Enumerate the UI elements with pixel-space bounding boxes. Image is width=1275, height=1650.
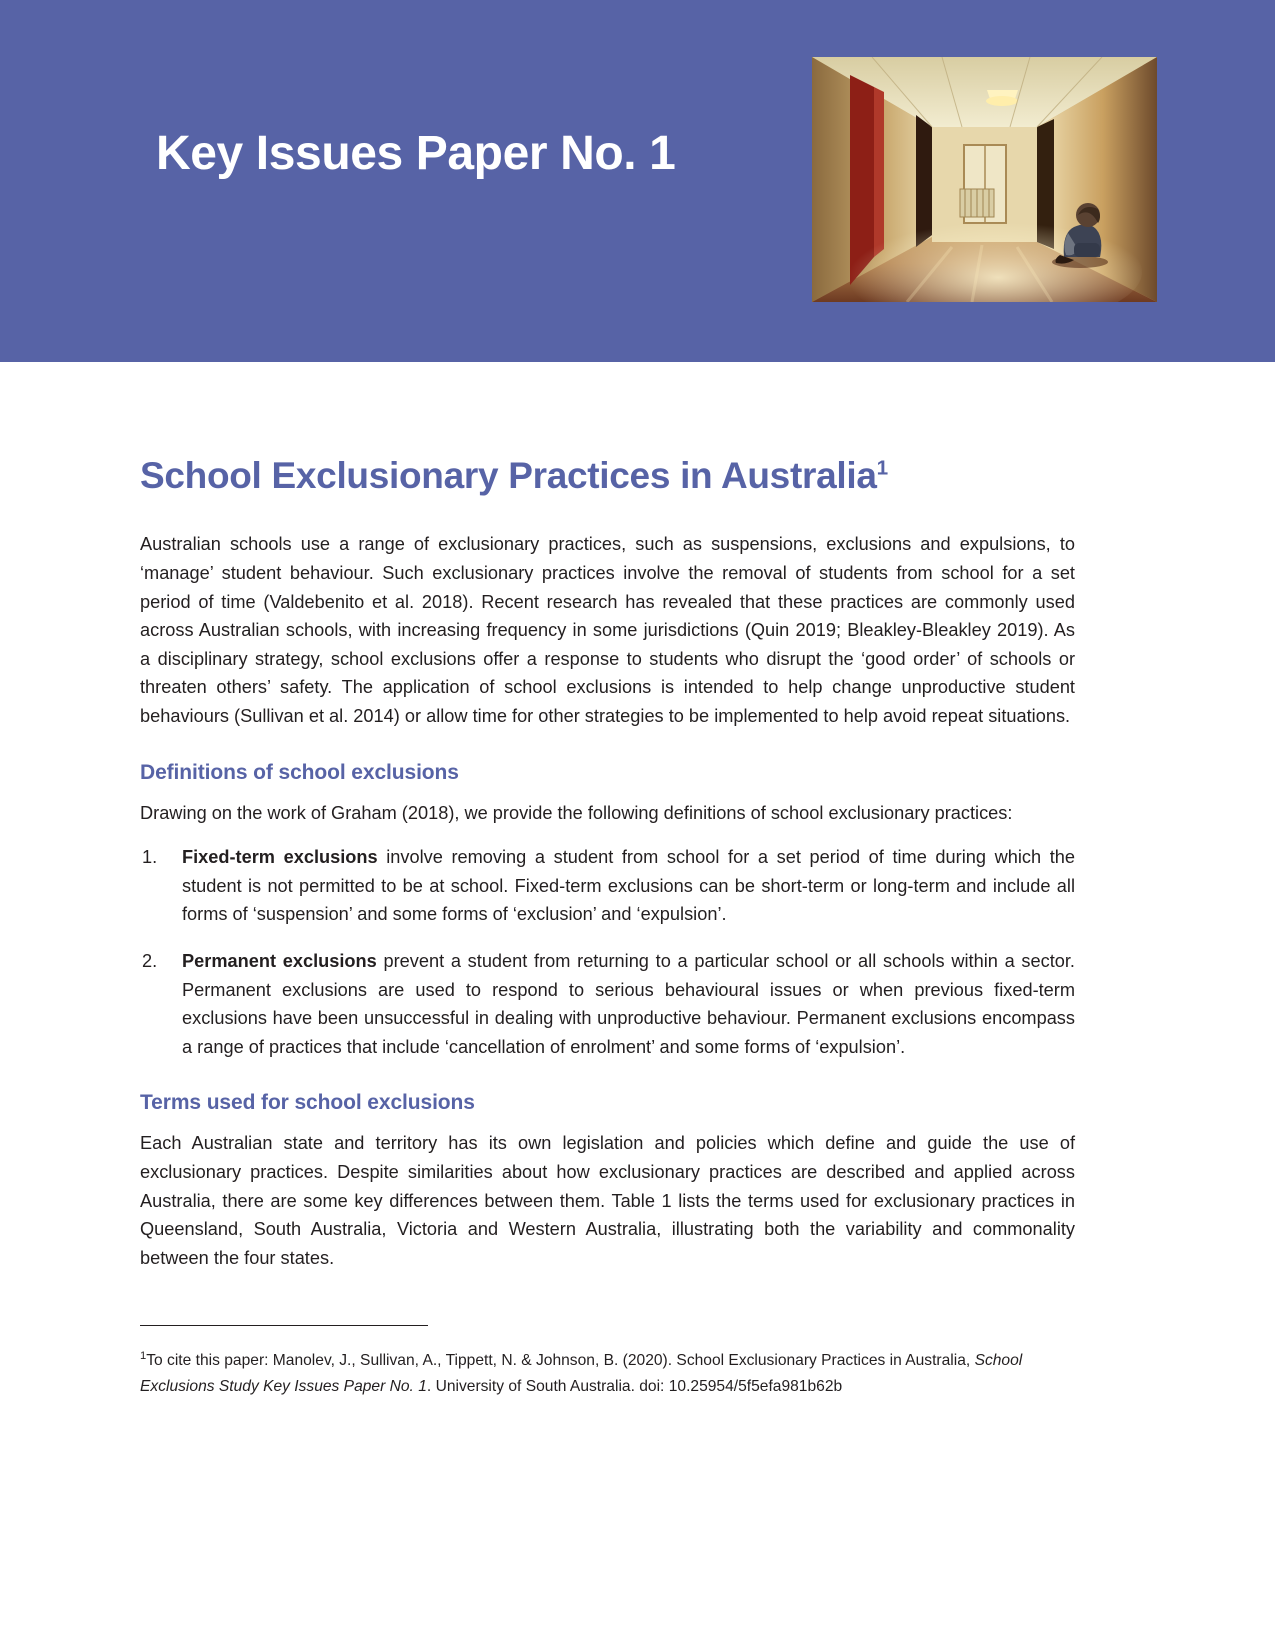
list-item-term: Permanent exclusions bbox=[182, 950, 377, 971]
list-item-text: prevent a student from returning to a particular school or all schools within a sector. Permanent exclusions are used to respond to serious behavioural issues or when previous fixed-term exclusions have been unsuccessful in dealing with unproductive behaviour. Permanent exclusions encompass a range of practices that include ‘cancellation of enrolment’ and some forms of ‘expulsion’. bbox=[182, 950, 1075, 1057]
definitions-lead-paragraph: Drawing on the work of Graham (2018), we provide the following definitions of school exclusionary practices: bbox=[140, 802, 1013, 823]
section-heading-terms: Terms used for school exclusions bbox=[140, 1091, 475, 1115]
page-title-text: School Exclusionary Practices in Australia bbox=[140, 455, 877, 496]
page-title bbox=[140, 455, 1075, 496]
document-body bbox=[140, 455, 1075, 1290]
list-item-number: 2. bbox=[142, 950, 158, 971]
footnote-area bbox=[140, 1325, 1075, 1400]
list-item bbox=[140, 843, 1075, 929]
list-item-number: 1. bbox=[142, 847, 158, 868]
list-item-term: Fixed-term exclusions bbox=[182, 847, 378, 868]
intro-paragraph: Australian schools use a range of exclusionary practices, such as suspensions, exclusions and expulsions, to ‘manage’ student behaviour. Such exclusionary practices involve the removal of students from school for a set period of time (Valdebenito et al. 2018). Recent research has revealed that these practices are commonly used across Australian schools, with increasing frequency in some jurisdictions (Quin 2019; Bleakley-Bleakley 2019). As a disciplinary strategy, school exclusions offer a response to students who disrupt the ‘good order’ of schools or threaten others’ safety. The application of school exclusions is intended to help change unproductive student behaviours (Sullivan et al. 2014) or allow time for other strategies to be implemented to help avoid repeat situations. bbox=[140, 534, 1075, 726]
footnote-italic-title: School Exclusions Study Key Issues Paper No. 1 bbox=[140, 1352, 1023, 1395]
footnote-citation bbox=[140, 1348, 1075, 1400]
banner-title: Key Issues Paper No. 1 bbox=[156, 127, 676, 180]
footnote-text-after: . University of South Australia. doi: 10.25954/5f5efa981b62b bbox=[426, 1378, 843, 1395]
footnote-marker: 1 bbox=[140, 1349, 147, 1362]
footnote-divider bbox=[140, 1325, 428, 1326]
section-heading-definitions: Definitions of school exclusions bbox=[140, 760, 459, 784]
list-item-text: involve removing a student from school for a set period of time during which the student is not permitted to be at school. Fixed-term exclusions can be short-term or long-term and include all forms of ‘suspension’ and some forms of ‘exclusion’ and ‘expulsion’. bbox=[182, 847, 1075, 925]
terms-lead-paragraph: Each Australian state and territory has its own legislation and policies which define and guide the use of exclusionary practices. Despite similarities about how exclusionary practices are described and applied across Australia, there are some key differences between them. Table 1 lists the terms used for exclusionary practices in Queensland, South Australia, Victoria and Western Australia, illustrating both the variability and commonality between the four states. bbox=[140, 1133, 1075, 1268]
footnote-text-before: To cite this paper: Manolev, J., Sullivan, A., Tippett, N. & Johnson, B. (2020). School Exclusionary Practices in Australia, bbox=[146, 1352, 975, 1369]
list-item bbox=[140, 947, 1075, 1061]
school-corridor-photo bbox=[812, 57, 1157, 302]
title-footnote-marker: 1 bbox=[876, 456, 888, 480]
definitions-list bbox=[140, 843, 1075, 1061]
